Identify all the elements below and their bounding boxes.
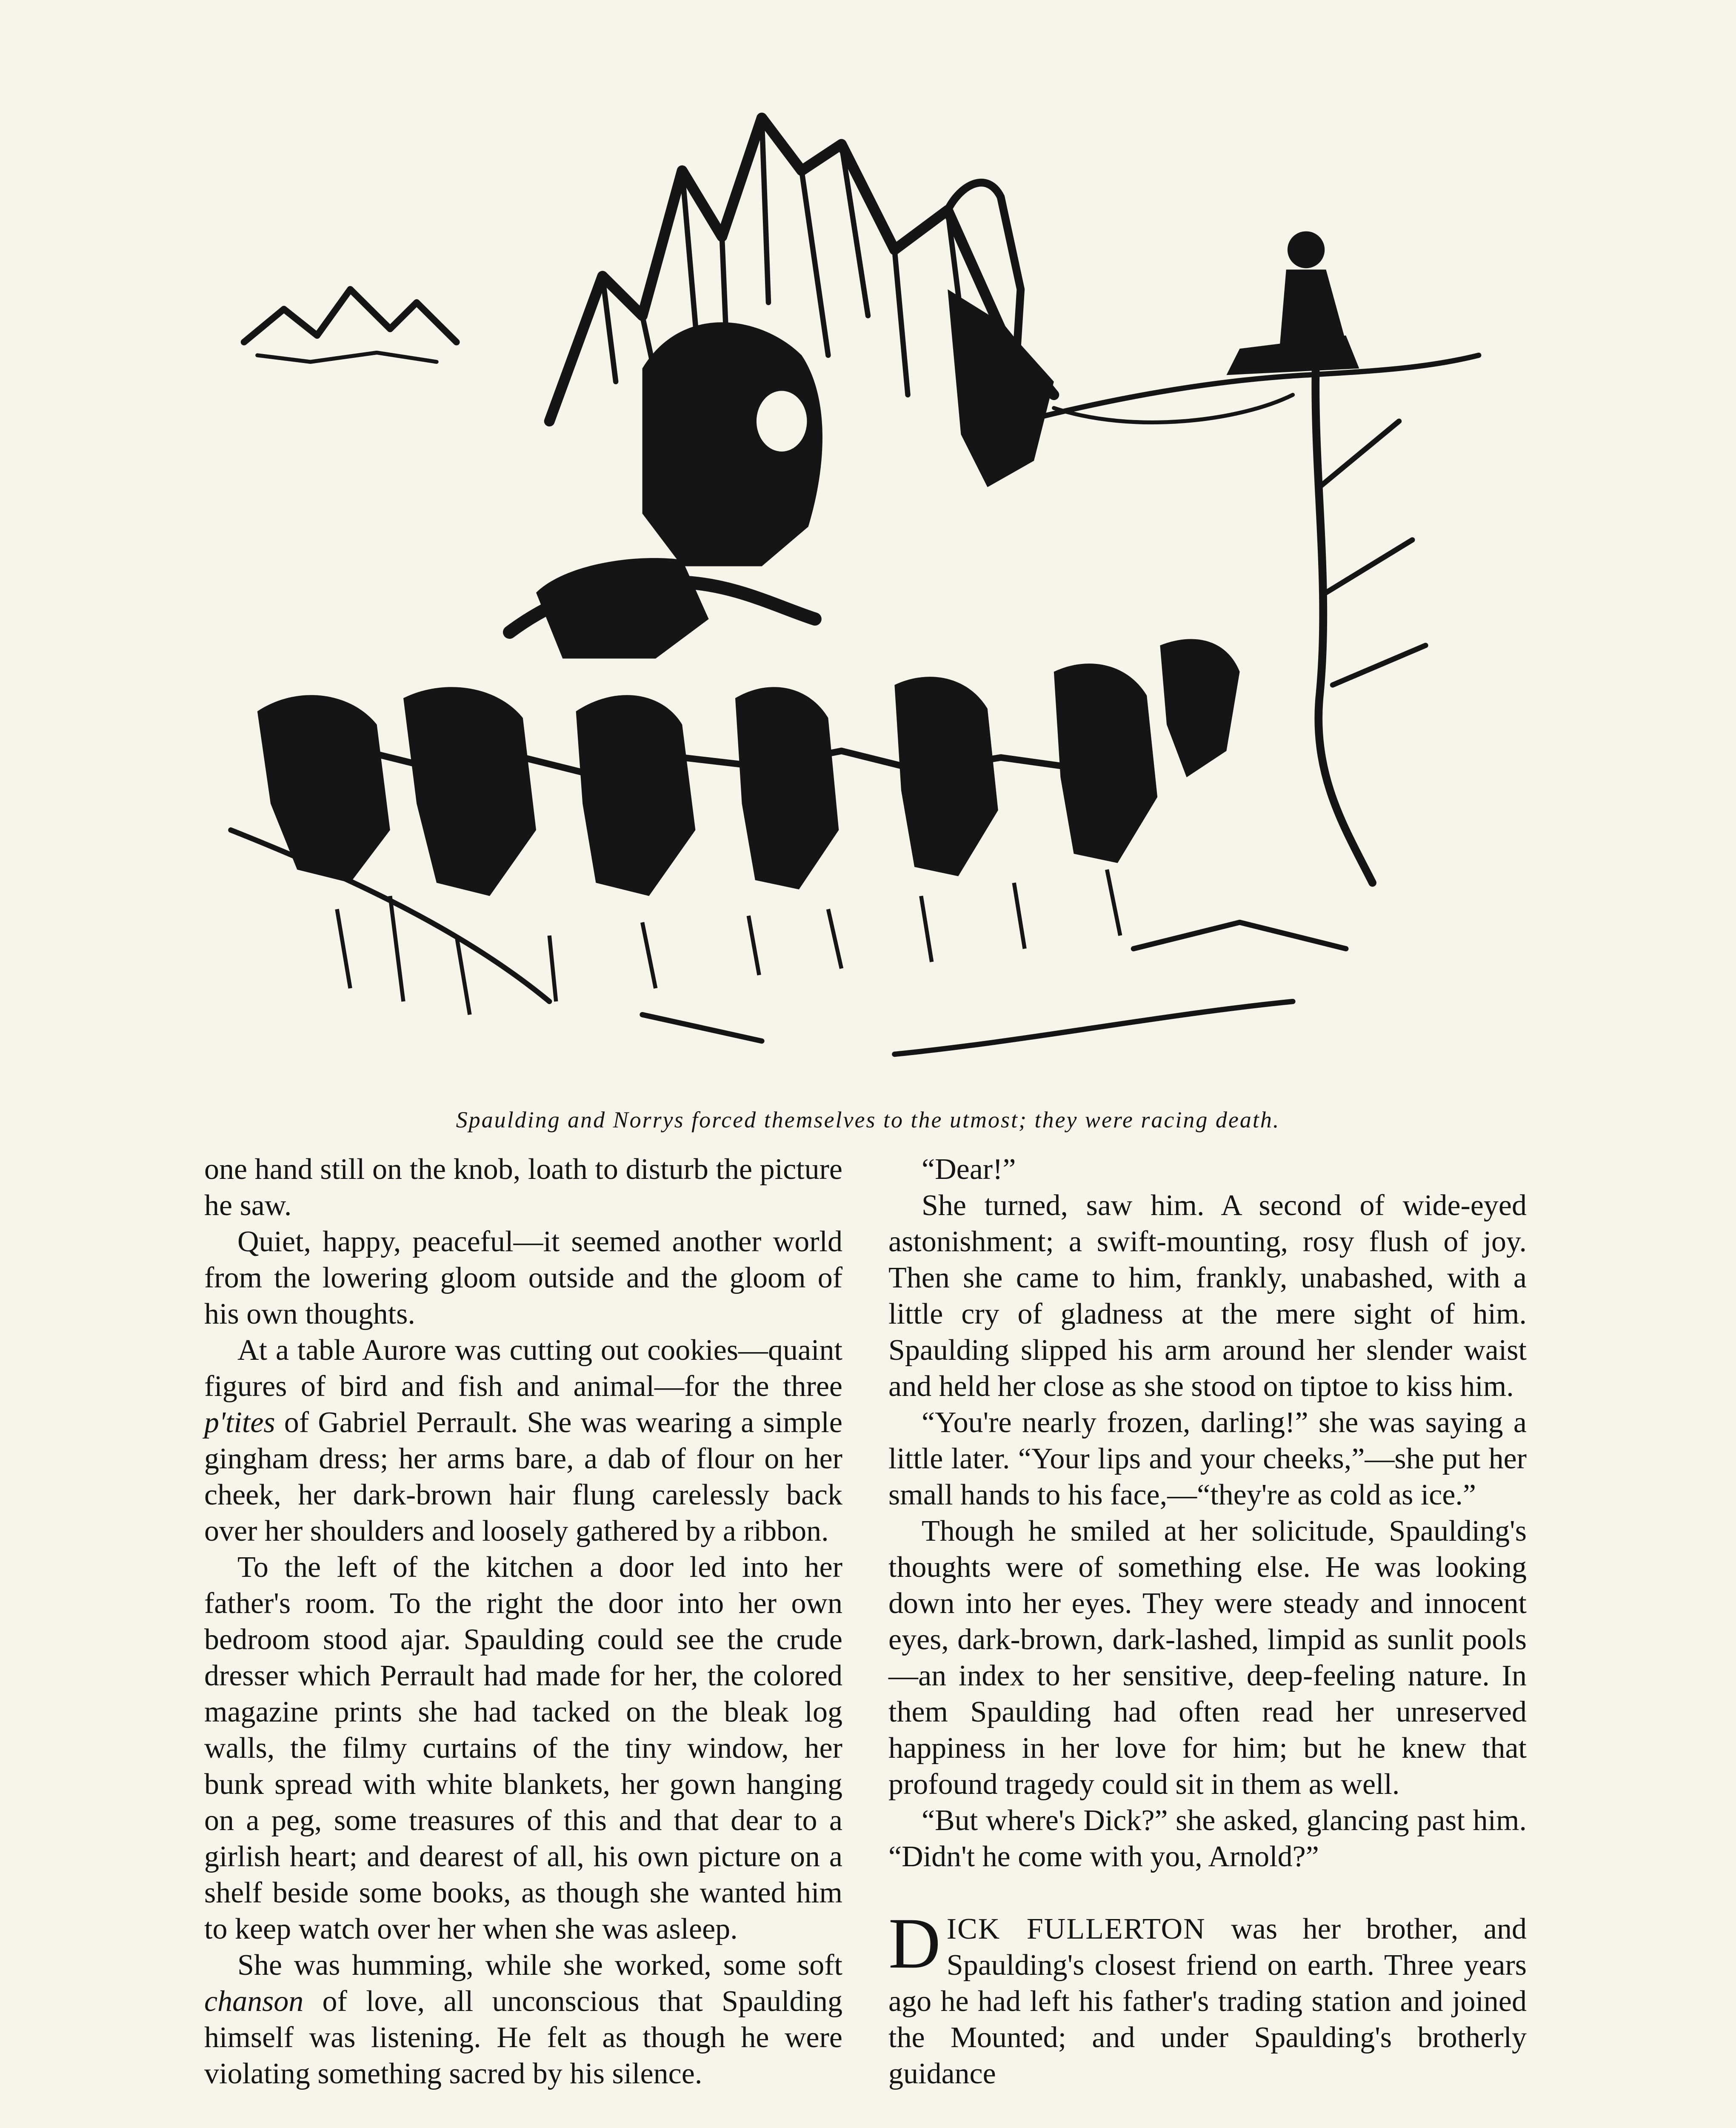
paragraph (204, 1332, 842, 1549)
drop-cap: D (888, 1903, 941, 1983)
text-run: of love, all unconscious that Spaulding himself was listening. He felt as though he were violating something sacred by his silence. (204, 1985, 842, 2090)
italic-word: chanson (204, 1985, 304, 2018)
paragraph (204, 1947, 842, 2092)
paragraph: Quiet, happy, peaceful—it seemed another world from the lowering gloom outside and the gloom of his own thoughts. (204, 1225, 842, 1330)
paragraph: “Dear!” (922, 1153, 1016, 1186)
paragraph-section-start (888, 1903, 1527, 2092)
text-run: of Gabriel Perrault. She was wearing a simple gingham dress; her arms bare, a dab of flour on her cheek, her dark-brown hair flung carelessly back over her shoulders and loosely gathered by a ribbon. (204, 1406, 842, 1547)
paragraph: “But where's Dick?” she asked, glancing past him. “Didn't he come with you, Arnold?” (888, 1804, 1527, 1873)
paragraph: one hand still on the knob, loath to disturb the picture he saw. (204, 1153, 842, 1222)
paragraph: To the left of the kitchen a door led into her father's room. To the right the door into her own bedroom stood ajar. Spaulding could see the crude dresser which Perrault had made for her, the colored magazine prints she had tacked on the bleak log walls, the filmy curtains of the tiny window, her bunk spread with white blankets, her gown hanging on a peg, some treasures of this and that dear to a girlish heart; and dearest of all, his own picture on a shelf beside some books, as though she wanted him to keep watch over her when she was asleep. (204, 1551, 842, 1945)
right-column (888, 1151, 1527, 2092)
text-run: She was humming, while she worked, some soft (237, 1949, 842, 1982)
text-run: At a table Aurore was cutting out cookies—quaint figures of bird and fish and animal—for the three (204, 1334, 842, 1403)
italic-word: p'tites (204, 1406, 275, 1439)
ink-drawing (204, 92, 1532, 1094)
text-run: was her brother, and Spaulding's closest friend on earth. Three years ago he had left his father's trading station and joined the Mounted; and under Spaulding's brotherly guidance (888, 1913, 1527, 2090)
paragraph: Though he smiled at her solicitude, Spaulding's thoughts were of something else. He was looking down into her eyes. They were steady and innocent eyes, dark-brown, dark-lashed, limpid as sunlit pools —an index to her sensitive, deep-feeling nature. In them Spaulding had often read her unreserved happiness in her love for him; but he knew that profound tragedy could sit in them as well. (888, 1515, 1527, 1801)
small-caps-name: ICK FULLERTON (946, 1913, 1206, 1945)
illustration-caption: Spaulding and Norrys forced themselves to the utmost; they were racing death. (456, 1107, 1280, 1133)
dog-sled-illustration (204, 92, 1532, 1094)
paragraph: “You're nearly frozen, darling!” she was saying a little later. “Your lips and your cheeks,”—she put her small hands to his face,—“they're as cold as ice.” (888, 1406, 1527, 1511)
paragraph: She turned, saw him. A second of wide-eyed astonishment; a swift-mounting, rosy flush of joy. Then she came to him, frankly, unabashed, with a little cry of gladness at the mere sight of him. Spaulding slipped his arm around her slender waist and held her close as she stood on tiptoe to kiss him. (888, 1189, 1527, 1403)
left-column (204, 1151, 842, 2092)
